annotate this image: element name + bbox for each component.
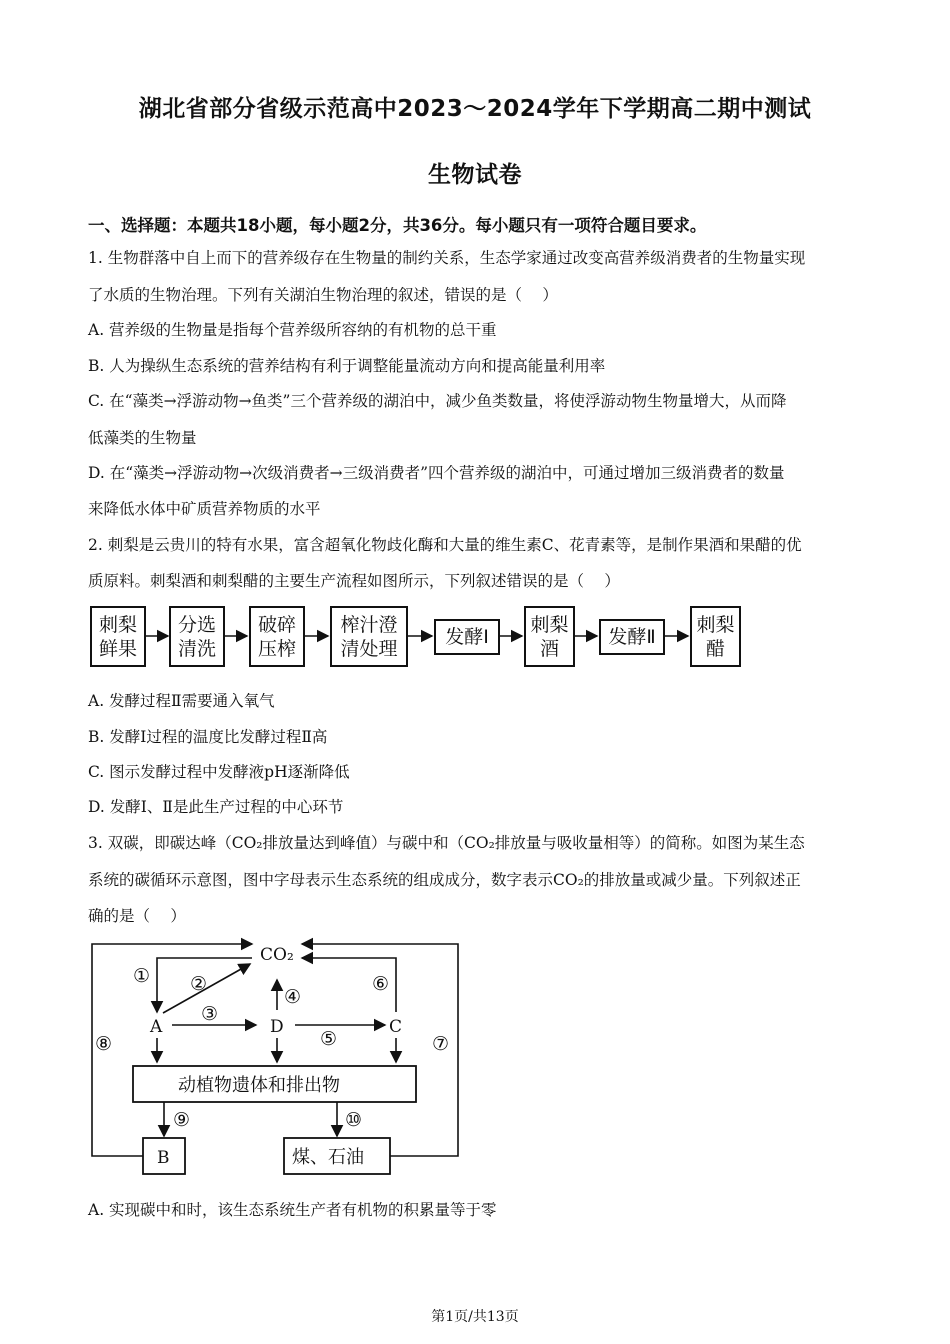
q3-stem-line1: 3. 双碳，即碳达峰（CO₂排放量达到峰值）与碳中和（CO₂排放量与吸收量相等）的简称。如图为某生态 — [88, 834, 805, 852]
q2-option-a: A. 发酵过程Ⅱ需要通入氧气 — [88, 692, 275, 710]
q2-option-b: B. 发酵Ⅰ过程的温度比发酵过程Ⅱ高 — [88, 728, 328, 746]
flow-box-text: 酒 — [539, 637, 559, 660]
num-5: ⑤ — [320, 1028, 338, 1050]
num-9: ⑨ — [173, 1109, 191, 1131]
num-3: ③ — [201, 1003, 219, 1025]
num-6: ⑥ — [372, 973, 390, 995]
page-footer: 第1页/共13页 — [431, 1309, 519, 1325]
flow-box-text: 压榨 — [257, 637, 296, 660]
q1-option-c-line1: C. 在“藻类→浮游动物→鱼类”三个营养级的湖泊中，减少鱼类数量，将使浮游动物生物量增大，从而降 — [88, 392, 787, 410]
q1-option-d-line2: 来降低水体中矿质营养物质的水平 — [88, 500, 321, 518]
node-d: D — [270, 1017, 284, 1037]
q2-option-c: C. 图示发酵过程中发酵液pH逐渐降低 — [88, 763, 350, 781]
flow-box-text: 发酵Ⅰ — [445, 626, 489, 648]
q3-option-a: A. 实现碳中和时，该生态系统生产者有机物的积累量等于零 — [88, 1201, 497, 1219]
flow-box-text: 清处理 — [340, 637, 398, 660]
q2-option-d: D. 发酵Ⅰ、Ⅱ是此生产过程的中心环节 — [88, 798, 344, 816]
num-8: ⑧ — [95, 1033, 113, 1055]
section-heading: 一、选择题：本题共18小题，每小题2分，共36分。每小题只有一项符合题目要求。 — [88, 216, 707, 235]
flow-box-text: 鲜果 — [98, 637, 137, 660]
page-title: 湖北省部分省级示范高中2023～2024学年下学期高二期中测试 — [138, 96, 812, 122]
q3-stem-line3: 确的是（ ） — [88, 907, 186, 925]
q1-option-b: B. 人为操纵生态系统的营养结构有利于调整能量流动方向和提高能量利用率 — [88, 357, 606, 375]
flow-box-text: 破碎 — [257, 613, 296, 636]
q3-stem-line2: 系统的碳循环示意图，图中字母表示生态系统的组成成分，数字表示CO₂的排放量或减少量。下列叙述正 — [88, 871, 801, 889]
flow-box-text: 清洗 — [177, 637, 216, 660]
flow-box-text: 发酵Ⅱ — [608, 626, 656, 648]
flow-box-text: 分选 — [177, 613, 216, 636]
co2-label: CO₂ — [260, 945, 294, 965]
num-2: ② — [190, 973, 208, 995]
flow-box-text: 醋 — [705, 637, 725, 660]
q1-option-d-line1: D. 在“藻类→浮游动物→次级消费者→三级消费者”四个营养级的湖泊中，可通过增加三级消费者的数量 — [88, 464, 785, 482]
num-10: ⑩ — [345, 1109, 363, 1131]
flow-box-text: 刺梨 — [696, 613, 735, 636]
q2-stem-line2: 质原料。刺梨酒和刺梨醋的主要生产流程如图所示，下列叙述错误的是（ ） — [88, 572, 620, 590]
q1-stem-line2: 了水质的生物治理。下列有关湖泊生物治理的叙述，错误的是（ ） — [88, 286, 558, 304]
flow-box-text: 榨汁澄 — [340, 613, 398, 636]
num-1: ① — [133, 965, 151, 987]
q1-option-c-line2: 低藻类的生物量 — [88, 429, 197, 447]
num-7: ⑦ — [432, 1033, 450, 1055]
node-b: B — [157, 1148, 170, 1168]
remains-label: 动植物遗体和排出物 — [178, 1075, 340, 1096]
node-a: A — [150, 1017, 163, 1037]
q1-stem-line1: 1. 生物群落中自上而下的营养级存在生物量的制约关系，生态学家通过改变高营养级消费者的生物量实现 — [88, 249, 806, 267]
node-c: C — [389, 1017, 403, 1037]
q1-option-a: A. 营养级的生物量是指每个营养级所容纳的有机物的总干重 — [88, 321, 497, 339]
flow-box-text: 刺梨 — [98, 613, 137, 636]
q2-stem-line1: 2. 刺梨是云贵川的特有水果，富含超氧化物歧化酶和大量的维生素C、花青素等，是制作果酒和果醋的优 — [88, 536, 802, 554]
num-4: ④ — [284, 986, 302, 1008]
flow-box-text: 刺梨 — [530, 613, 569, 636]
page-subtitle: 生物试卷 — [428, 162, 522, 188]
fossil-label: 煤、石油 — [292, 1147, 364, 1168]
